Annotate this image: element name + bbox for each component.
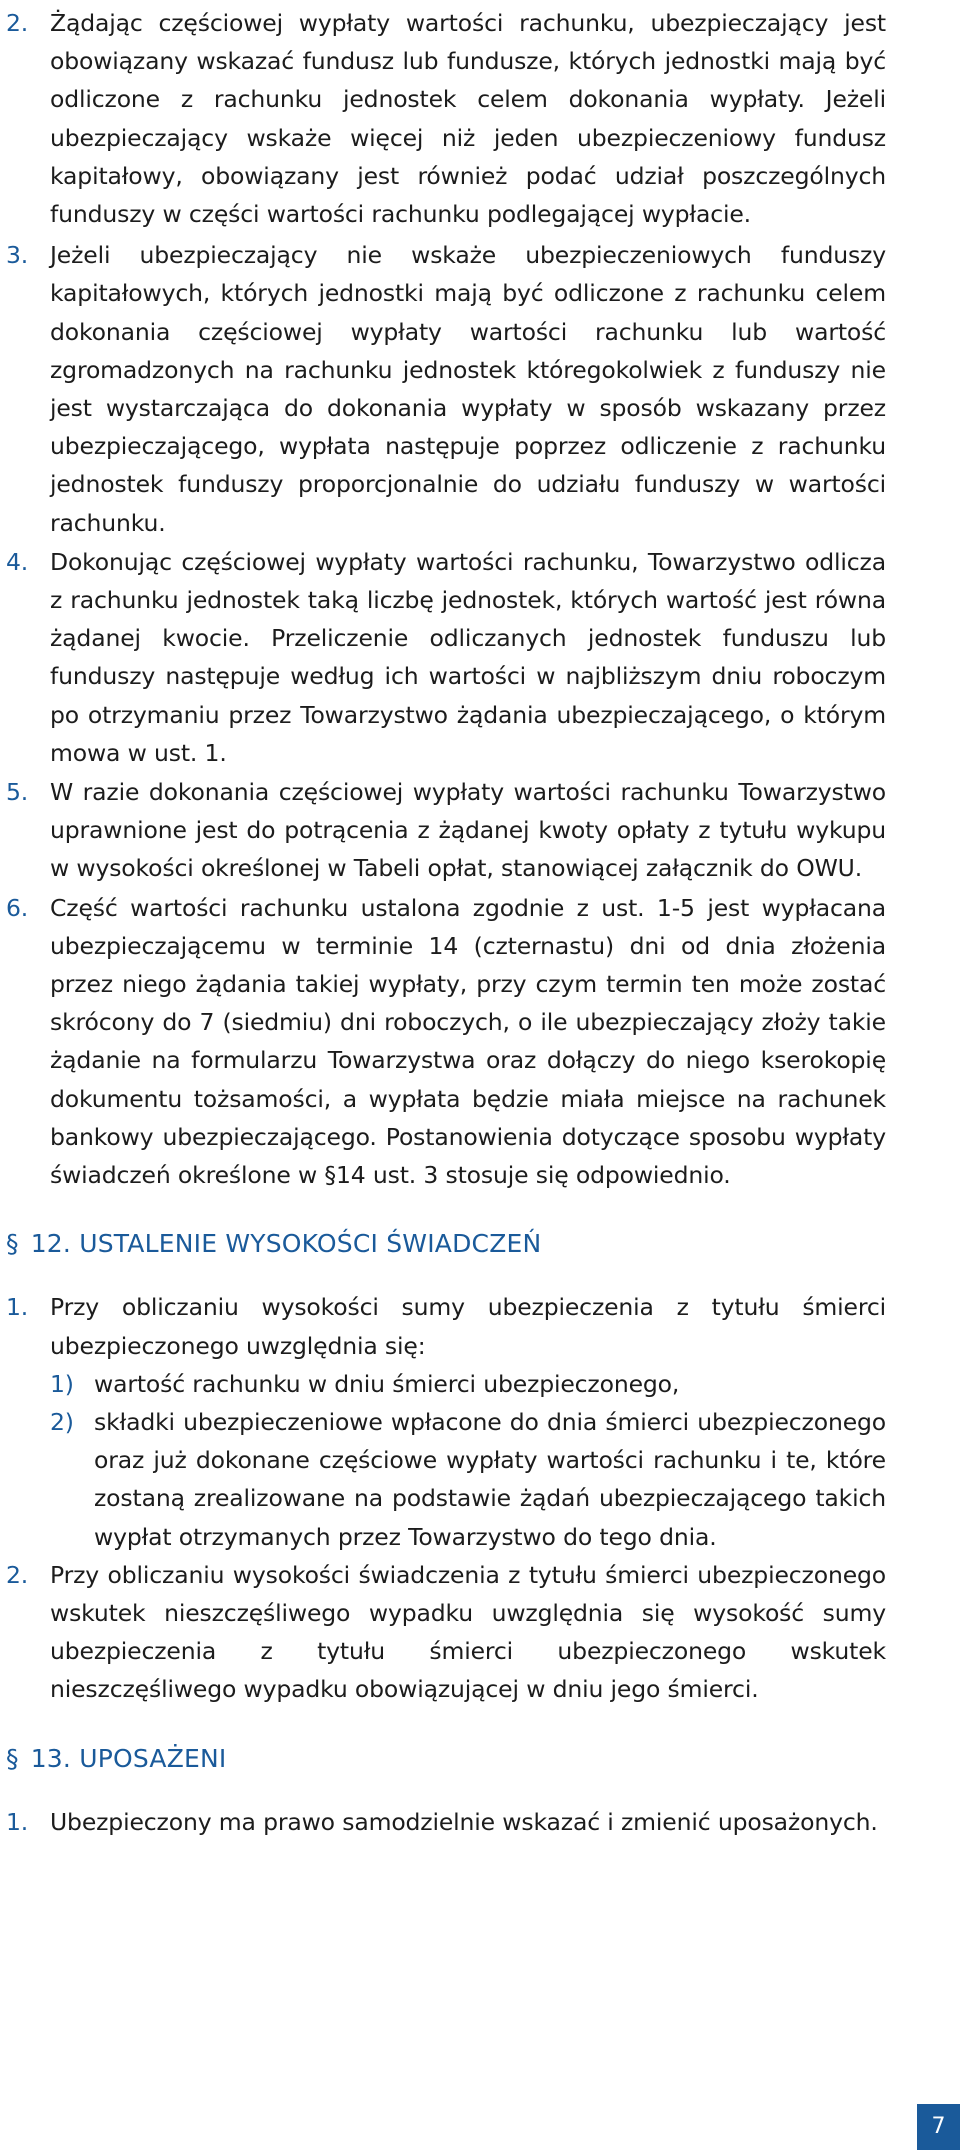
paragraph-text: W razie dokonania częściowej wypłaty wartości rachunku Towarzystwo uprawnione jest do potrącenia z żądanej kwoty opłaty z tytułu wykupu w wysokości określonej w Tabeli opłat, stanowiącej załącznik do OWU. <box>50 778 886 883</box>
paragraph-number: 2. <box>6 9 29 37</box>
section-title: 12. USTALENIE WYSOKOŚCI ŚWIADCZEŃ <box>30 1229 542 1259</box>
document-page <box>6 4 886 1841</box>
section-title: 13. UPOSAŻENI <box>30 1743 227 1773</box>
paragraph-text: Ubezpieczony ma prawo samodzielnie wskazać i zmienić uposażonych. <box>50 1807 878 1836</box>
subitem-2 <box>50 1403 886 1556</box>
section-sign: § <box>6 1229 19 1259</box>
paragraph-number: 4. <box>6 547 29 576</box>
paragraph-text: Przy obliczaniu wysokości świadczenia z tytułu śmierci ubezpieczonego wskutek nieszczęśliwego wypadku uwzględnia się wysokość sumy ubezpieczenia z tytułu śmierci ubezpieczonego wskutek nieszczęśliwego wypadku obowiązującej w dniu jego śmierci. <box>50 1560 886 1704</box>
paragraph-text: Żądając częściowej wypłaty wartości rachunku, ubezpieczający jest obowiązany wskazać fundusz lub fundusze, których jednostki mają być odliczone z rachunku jednostek celem dokonania wypłaty. Jeżeli ubezpieczający wskaże więcej niż jeden ubezpieczeniowy fundusz kapitałowy, obowiązany jest również podać udział poszczególnych funduszy w części wartości rachunku podlegającej wypłacie. <box>50 9 886 229</box>
paragraph-6 <box>6 889 886 1195</box>
paragraph-2 <box>6 4 886 233</box>
section-12-heading <box>6 1225 886 1263</box>
subitem-text: składki ubezpieczeniowe wpłacone do dnia śmierci ubezpieczonego oraz już dokonane częściowe wypłaty wartości rachunku i te, które zostaną zrealizowane na podstawie żądań ubezpieczającego takich wypłat otrzymanych przez Towarzystwo do tego dnia. <box>94 1407 886 1551</box>
paragraph-number: 3. <box>6 241 29 270</box>
section-13-heading <box>6 1740 886 1778</box>
section-sign: § <box>6 1743 19 1773</box>
subitem-number: 2) <box>50 1407 74 1436</box>
paragraph-number: 1. <box>6 1807 29 1836</box>
paragraph-text: Dokonując częściowej wypłaty wartości rachunku, Towarzystwo odlicza z rachunku jednostek taką liczbę jednostek, których wartość jest równa żądanej kwocie. Przeliczenie odliczanych jednostek funduszu lub funduszy następuje według ich wartości w najbliższym dniu roboczym po otrzymaniu przez Towarzystwo żądania ubezpieczającego, o którym mowa w ust. 1. <box>50 547 886 767</box>
paragraph-4 <box>6 543 886 772</box>
section-13-paragraph-1 <box>6 1803 886 1841</box>
subitem-number: 1) <box>50 1369 74 1398</box>
paragraph-5 <box>6 773 886 888</box>
page-number: 7 <box>931 2114 946 2139</box>
section-12-paragraph-1 <box>6 1288 886 1555</box>
paragraph-number: 2. <box>6 1560 29 1589</box>
paragraph-number: 1. <box>6 1293 29 1322</box>
paragraph-text: Część wartości rachunku ustalona zgodnie z ust. 1-5 jest wypłacana ubezpieczającemu w terminie 14 (czternastu) dni od dnia złożenia przez niego żądania takiej wypłaty, przy czym termin ten może zostać skrócony do 7 (siedmiu) dni roboczych, o ile ubezpieczający złoży takie żądanie na formularzu Towarzystwa oraz dołączy do niego kserokopię dokumentu tożsamości, a wypłata będzie miała miejsce na rachunek bankowy ubezpieczającego. Postanowienia dotyczące sposobu wypłaty świadczeń określone w §14 ust. 3 stosuje się odpowiednio. <box>50 893 886 1190</box>
paragraph-text: Jeżeli ubezpieczający nie wskaże ubezpieczeniowych funduszy kapitałowych, których jednostki mają być odliczone z rachunku celem dokonania częściowej wypłaty wartości rachunku lub wartość zgromadzonych na rachunku jednostek któregokolwiek z funduszy nie jest wystarczająca do dokonania wypłaty w sposób wskazany przez ubezpieczającego, wypłata następuje poprzez odliczenie z rachunku jednostek funduszy proporcjonalnie do udziału funduszy w wartości rachunku. <box>50 241 886 537</box>
subitem-1 <box>50 1365 886 1403</box>
paragraph-text: Przy obliczaniu wysokości sumy ubezpieczenia z tytułu śmierci ubezpieczonego uwzględnia się: <box>50 1293 886 1360</box>
paragraph-number: 6. <box>6 893 29 922</box>
paragraph-3 <box>6 236 886 542</box>
page-number-badge <box>917 2104 960 2150</box>
paragraph-number: 5. <box>6 778 29 807</box>
section-12-paragraph-2 <box>6 1556 886 1709</box>
subitem-text: wartość rachunku w dniu śmierci ubezpieczonego, <box>94 1369 680 1398</box>
